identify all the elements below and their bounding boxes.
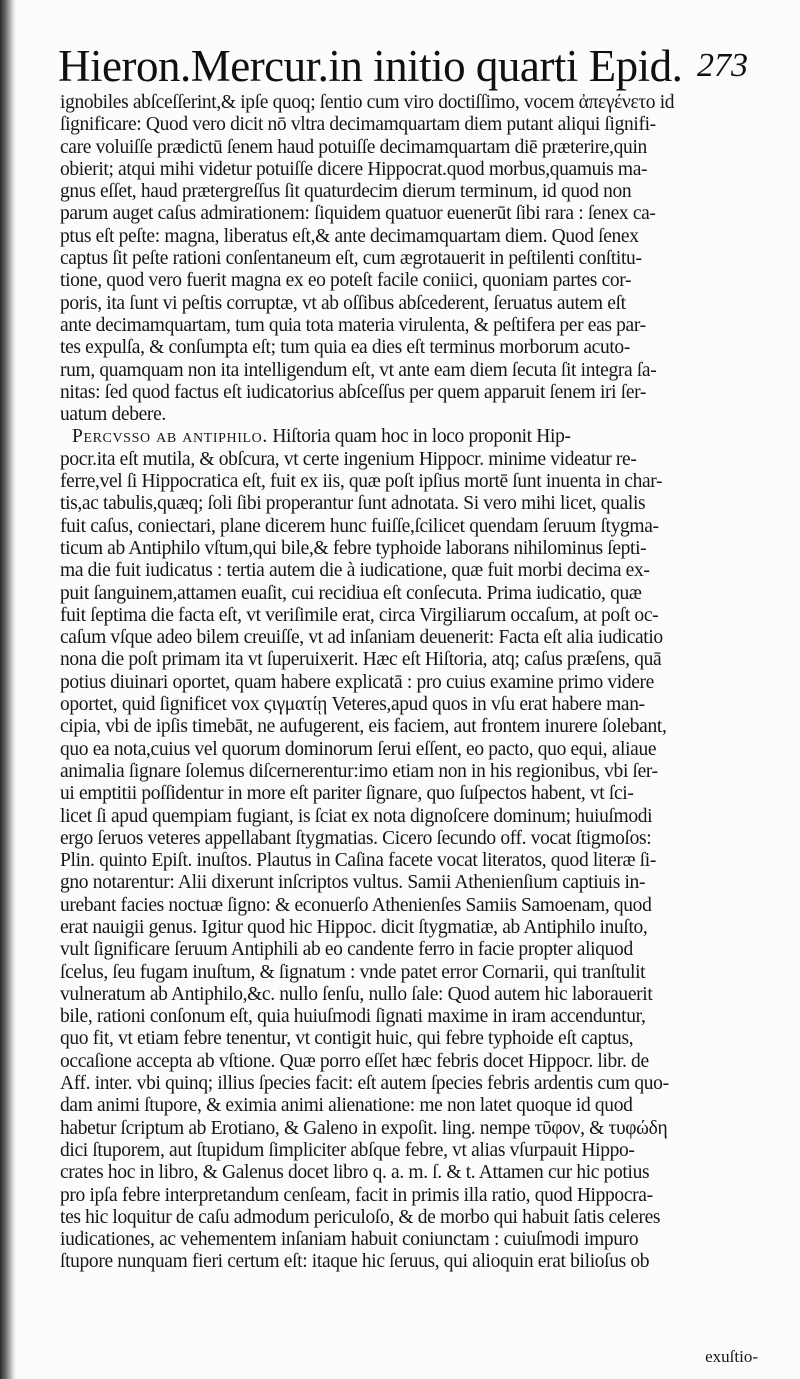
text-line: nitas: ſed quod factus eſt iudicatorius abſceſſus per quem apparuit ſenem iri ſer-	[60, 381, 647, 403]
text-line: tione, quod vero fuerit magna ex eo poteſt facile coniici, quoniam partes cor-	[60, 270, 632, 292]
paragraph-1	[60, 92, 760, 426]
text-line: dici ſtuporem, aut ſtupidum ſimpliciter abſque febre, vt alias vſurpauit Hippo-	[60, 1139, 635, 1161]
text-line: vulneratum ab Antiphilo,&c. nullo ſenſu, nullo ſale: Quod autem hic laborauerit	[60, 983, 653, 1005]
text-line: occaſione accepta ab vſtione. Quæ porro eſſet hæc febris docet Hippocr. libr. de	[60, 1050, 649, 1072]
text-line: licet ſi apud quempiam fugiant, is ſciat ex nota dignoſcere dominum; huiuſmodi	[60, 805, 653, 827]
text-line: ptus eſt peſte: magna, liberatus eſt,& ante decimamquartam diem. Quod ſenex	[60, 225, 639, 247]
page-header	[58, 40, 748, 92]
text-line: ma die fuit iudicatus : tertia autem die à iudicatione, quæ fuit morbi decima ex-	[60, 560, 650, 582]
text-line	[60, 426, 760, 448]
text-line: tes hic loquitur de caſu admodum periculoſo, & de morbo qui habuit ſatis celeres	[60, 1206, 661, 1228]
text-line: ſcelus, ſeu fugam inuſtum, & ſignatum : vnde patet error Cornarii, qui tranſtulit	[60, 961, 646, 983]
text-line: captus ſit peſte rationi conſentaneum eſt, cum ægrotauerit in peſtilenti conſtitu-	[60, 248, 642, 270]
text-line: crates hoc in libro, & Galenus docet libro q. a. m. ſ. & t. Attamen cur hic potius	[60, 1162, 650, 1184]
text-line: ergo ſeruos veteres appellabant ſtygmatias. Cicero ſecundo off. vocat ſtigmoſos:	[60, 827, 652, 849]
text-line: oportet, quid ſignificet vox ϛιγματίῃ Veteres,apud quos in vſu erat habere man-	[60, 694, 645, 716]
text-line: urebant facies noctuæ ſigno: & econuerſo Athenienſes Samiis Samoenam, quod	[60, 894, 652, 916]
page-number: 273	[697, 47, 748, 84]
text-line: pro ipſa febre interpretandum cenſeam, facit in primis illa ratio, quod Hippocra-	[60, 1184, 653, 1206]
text-line: gno notarentur: Alii dixerunt inſcriptos vultus. Samii Athenienſium captiuis in-	[60, 872, 646, 894]
text-line: poris, ita ſunt vi peſtis corruptæ, vt ab oſſibus abſcederent, ſeruatus autem eſt	[60, 292, 626, 314]
text-line: tis,ac tabulis,quæq; ſoli ſibi properantur ſunt adnotata. Si vero mihi licet, qualis	[60, 493, 646, 515]
catchword: exuſtio-	[705, 1347, 758, 1366]
text-line: rum, quamquam non ita intelligendum eſt, vt ante eam diem ſecuta ſit integra ſa-	[60, 359, 657, 381]
text-line: uatum debere.	[60, 404, 166, 426]
text-line: gnus eſſet, haud prætergreſſus ſit quaturdecim dierum terminum, id quod non	[60, 181, 632, 203]
text-line: tes expulſa, & conſumpta eſt; tum quia ea dies eſt terminus morborum acuto-	[60, 337, 630, 359]
text-line: dam animi ſtupore, & eximia animi alienatione: me non latet quoque id quod	[60, 1095, 633, 1117]
text-line: care voluiſſe prædictū ſenem haud potuiſſe decimamquartam diē præterire,quin	[60, 136, 647, 158]
text-line: iudicationes, ac vehementem inſaniam habuit coniunctam : cuiuſmodi impuro	[60, 1229, 639, 1251]
text-line: cipia, vbi de ipſis timebāt, ne aufugerent, eis faciem, aut frontem inurere ſolebant,	[60, 716, 667, 738]
text-line: fuit ſeptima die facta eſt, vt veriſimile erat, circa Virgiliarum occaſum, at poſt oc-	[60, 604, 659, 626]
lemma: Percvsso ab antiphilo.	[72, 426, 268, 448]
paragraph-2	[60, 426, 760, 1273]
text-line: Plin. quinto Epiſt. inuſtos. Plautus in Caſina facete vocat literatos, quod literæ ſi-	[60, 850, 656, 872]
text-line: ſignificare: Quod vero dicit nō vltra decimamquartam diem putant aliqui ſignifi-	[60, 114, 656, 136]
running-head: Hieron.Mercur.in initio quarti Epid.	[58, 41, 683, 91]
text-line: ui emptitii poſſidentur in more eſt pariter ſignare, quo ſuſpectos habent, vt ſci-	[60, 783, 634, 805]
text-line: ticum ab Antiphilo vſtum,qui bile,& febre typhoide laborans nihilominus ſepti-	[60, 537, 647, 559]
body-text	[60, 92, 760, 1274]
text-line: quo fit, vt etiam febre tenentur, vt contigit huic, qui febre typhoide eſt captus,	[60, 1028, 634, 1050]
text-line: puit ſanguinem,attamen euaſit, cui recidiua eſt conſecuta. Prima iudicatio, quæ	[60, 582, 642, 604]
text-line: potius diuinari oportet, quam habere explicatā : pro cuius examine primo videre	[60, 671, 654, 693]
text-line: ante decimamquartam, tum quia tota materia virulenta, & peſtifera per eas par-	[60, 314, 646, 336]
binding-shadow	[0, 0, 16, 1379]
text-line: fuit caſus, coniectari, plane dicerem hunc fuiſſe,ſcilicet quendam ſeruum ſtygma-	[60, 515, 659, 537]
text-line: habetur ſcriptum ab Erotiano, & Galeno in expoſit. ling. nempe τῦφον, & τυφώδη	[60, 1117, 668, 1139]
text-line: ferre,vel ſi Hippocratica eſt, fuit ex iis, quæ poſt ipſius mortē ſunt inuenta in char-	[60, 471, 663, 493]
text-line: vult ſignificare ſeruum Antiphili ab eo candente ferro in facie propter aliquod	[60, 939, 633, 961]
text-line: parum auget caſus admirationem: ſiquidem quatuor euenerūt ſibi rara : ſenex ca-	[60, 203, 656, 225]
text-line: nona die poſt primam ita vt ſuperuixerit. Hæc eſt Hiſtoria, atq; caſus præſens, quā	[60, 649, 662, 671]
text-line: Aff. inter. vbi quinq; illius ſpecies facit: eſt autem ſpecies febris ardentis cum quo-	[60, 1073, 669, 1095]
text-line: erat nauigii genus. Igitur quod hic Hippoc. dicit ſtygmatiæ, ab Antiphilo inuſto,	[60, 916, 648, 938]
text-line: obierit; atqui mihi videtur potuiſſe dicere Hippocrat.quod morbus,quamuis ma-	[60, 158, 648, 180]
text-line: ſtupore nunquam fieri certum eſt: itaque hic ſeruus, qui alioquin erat bilioſus ob	[60, 1251, 650, 1273]
text-line: bile, rationi conſonum eſt, quia huiuſmodi ſignati maxime in iram accenduntur,	[60, 1006, 646, 1028]
lemma-continuation: Hiſtoria quam hoc in loco proponit Hip-	[267, 426, 571, 448]
text-line: quo ea nota,cuius vel quorum dominorum ſerui eſſent, eo pacto, quo equi, aliaue	[60, 738, 657, 760]
text-line: ignobiles abſceſſerint,& ipſe quoq; ſentio cum viro doctiſſimo, vocem ἀπεγένετο id	[60, 92, 675, 113]
text-line: caſum vſque adeo bilem creuiſſe, vt ad inſaniam deuenerit: Facta eſt alia iudicatio	[60, 627, 663, 649]
text-line: pocr.ita eſt mutila, & obſcura, vt certe ingenium Hippocr. minime videatur re-	[60, 448, 637, 470]
text-line: animalia ſignare ſolemus diſcernerentur:imo etiam non in his regionibus, vbi ſer-	[60, 760, 658, 782]
